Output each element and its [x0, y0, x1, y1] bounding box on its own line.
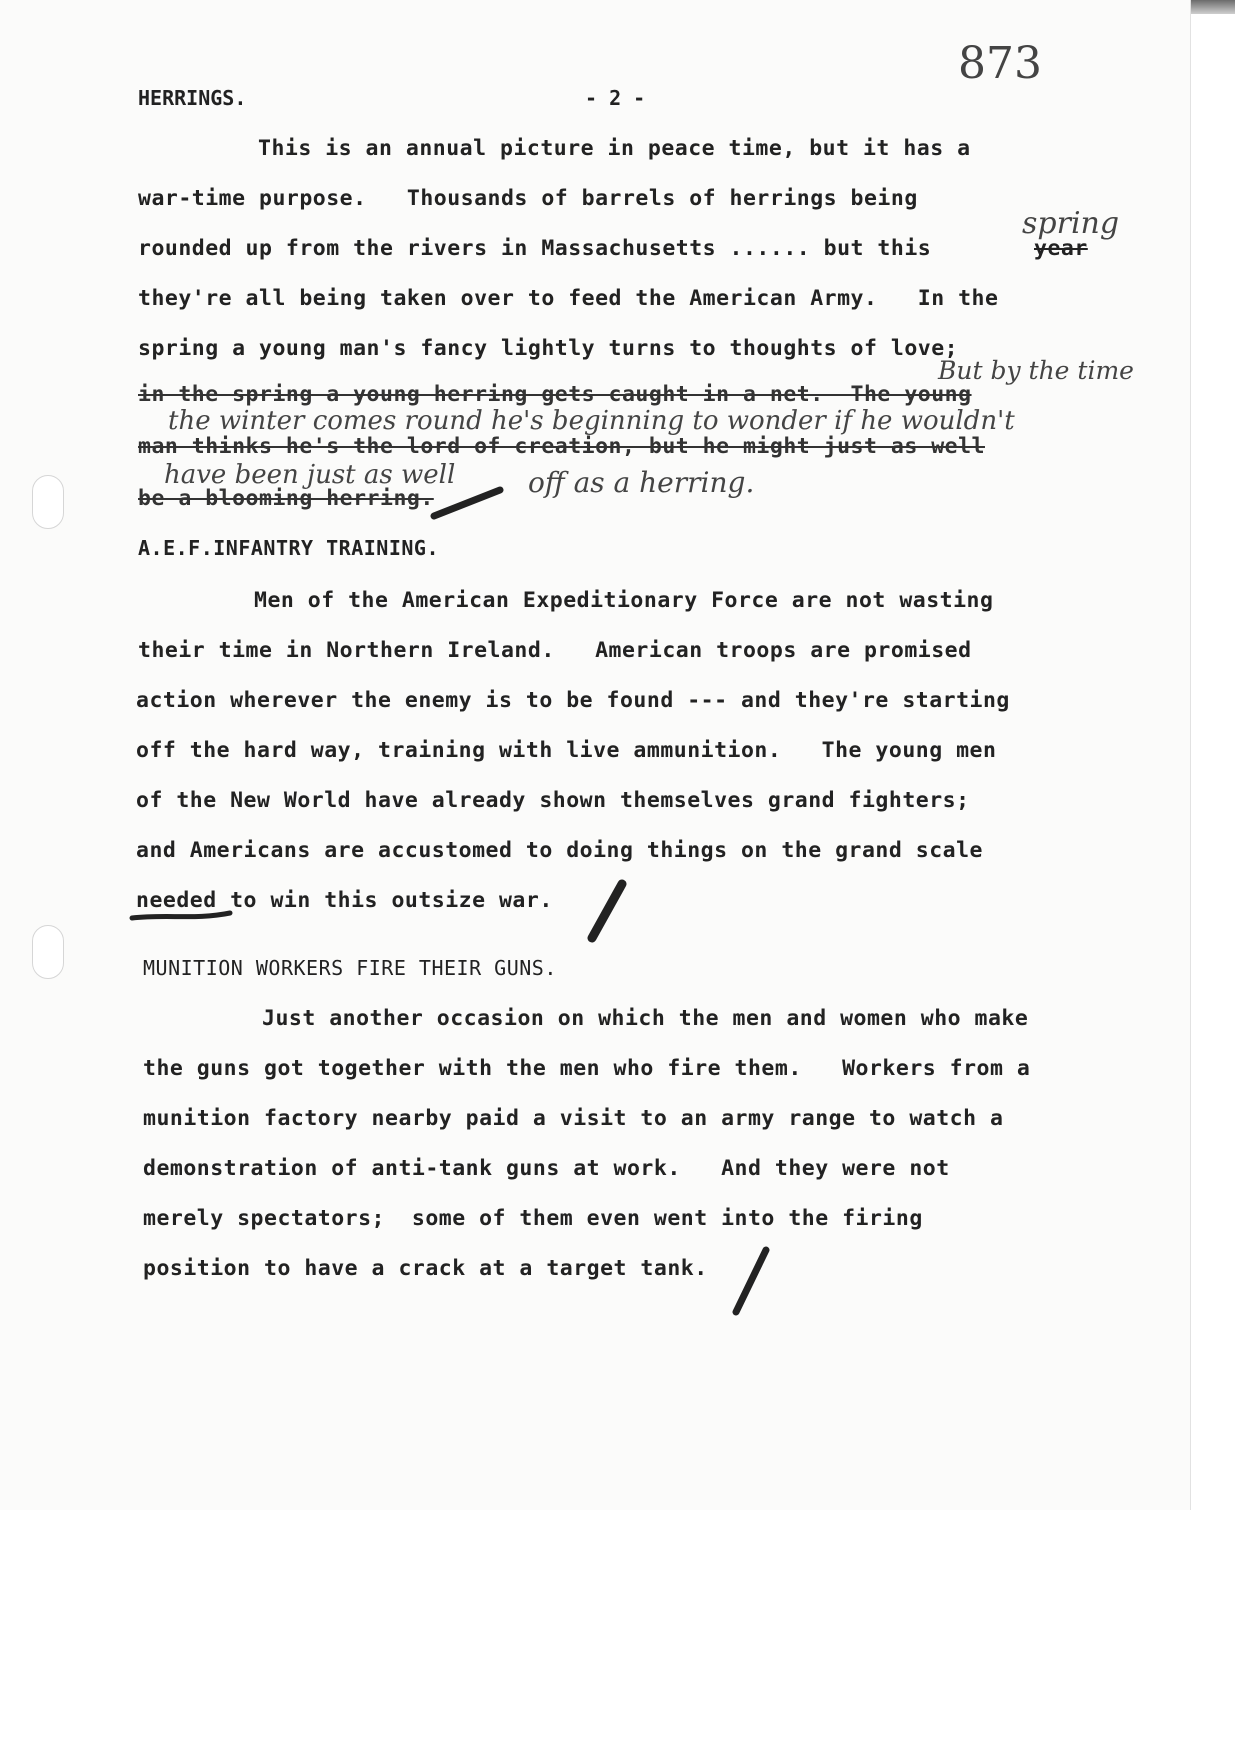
- handwritten-insert-4: off as a herring.: [528, 466, 755, 499]
- struck-word-year: year: [1034, 236, 1088, 261]
- aef-line-6: and Americans are accustomed to doing things on the grand scale: [136, 838, 983, 863]
- handwritten-insert-3: have been just as well: [164, 460, 456, 490]
- pencil-end-mark: [582, 876, 632, 946]
- aef-line-5: of the New World have already shown themselves grand fighters;: [136, 788, 970, 813]
- aef-line-4: off the hard way, training with live ammunition. The young men: [136, 738, 997, 763]
- munition-line-2: the guns got together with the men who fire them. Workers from a: [143, 1056, 1031, 1081]
- handwritten-insert-1: But by the time: [938, 356, 1134, 385]
- story-slug-herrings: HERRINGS.: [138, 86, 247, 110]
- handwritten-insert-2: the winter comes round he's beginning to wonder if he wouldn't: [168, 406, 1015, 436]
- handwritten-insert-spring: spring: [1022, 206, 1120, 241]
- aef-line-2: their time in Northern Ireland. American troops are promised: [138, 638, 972, 663]
- munition-line-6: position to have a crack at a target tank.: [143, 1256, 708, 1281]
- aef-line-1: Men of the American Expeditionary Force are not wasting: [254, 588, 994, 613]
- munition-line-3: munition factory nearby paid a visit to an army range to watch a: [143, 1106, 1004, 1131]
- aef-line-7: needed to win this outsize war.: [136, 888, 553, 913]
- handwritten-page-number: 873: [958, 38, 1042, 89]
- story-slug-munition: MUNITION WORKERS FIRE THEIR GUNS.: [143, 956, 557, 980]
- herrings-line-4: they're all being taken over to feed the American Army. In the: [138, 286, 999, 311]
- underline-scribble: [126, 904, 236, 928]
- herrings-line-3: rounded up from the rivers in Massachusetts ...... but this: [138, 236, 932, 261]
- aef-line-3: action wherever the enemy is to be found --- and they're starting: [136, 688, 1010, 713]
- munition-line-4: demonstration of anti-tank guns at work. And they were not: [143, 1156, 950, 1181]
- herrings-line-5: spring a young man's fancy lightly turns to thoughts of love;: [138, 336, 959, 361]
- pencil-end-mark: [726, 1240, 776, 1320]
- punch-hole: [32, 925, 64, 979]
- story-slug-aef: A.E.F.INFANTRY TRAINING.: [138, 536, 439, 560]
- punch-hole: [32, 475, 64, 529]
- herrings-line-2: war-time purpose. Thousands of barrels of herrings being: [138, 186, 918, 211]
- pencil-end-mark: [430, 482, 510, 522]
- munition-line-1: Just another occasion on which the men and women who make: [262, 1006, 1029, 1031]
- struck-line-1: in the spring a young herring gets caught in a net. The young: [138, 382, 972, 407]
- herrings-line-1: This is an annual picture in peace time, but it has a: [258, 136, 971, 161]
- munition-line-5: merely spectators; some of them even went into the firing: [143, 1206, 923, 1231]
- struck-line-3: be a blooming herring.: [138, 486, 434, 511]
- page-marker: - 2 -: [585, 86, 646, 110]
- struck-line-2: man thinks he's the lord of creation, but he might just as well: [138, 434, 985, 459]
